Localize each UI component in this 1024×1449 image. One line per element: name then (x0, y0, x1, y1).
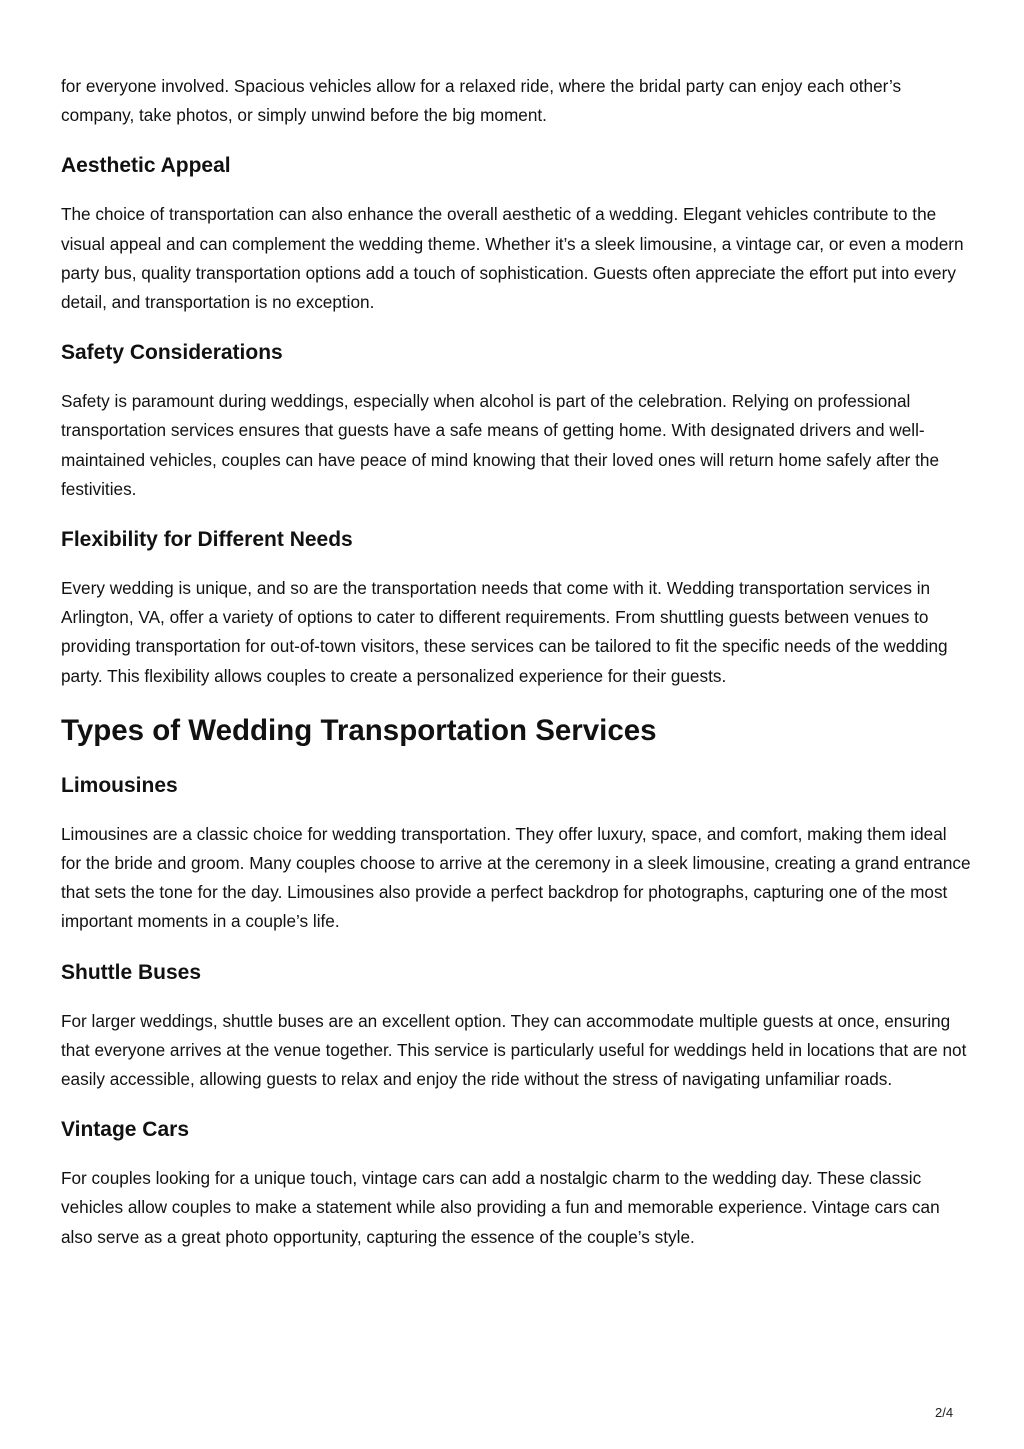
vintage-cars-heading: Vintage Cars (61, 1118, 189, 1142)
shuttle-buses-paragraph: For larger weddings, shuttle buses are an excellent option. They can accommodate multiple guests at once, ensuring that everyone arrives at the venue together. This service is particularly useful for weddings held in locations that are not easily accessible, allowing guests to relax and enjoy the ride without the stress of navigating unfamiliar roads. (61, 1010, 967, 1090)
shuttle-buses-heading: Shuttle Buses (61, 960, 202, 984)
safety-considerations-heading: Safety Considerations (61, 341, 283, 365)
document-body (61, 72, 971, 1252)
limousines-heading: Limousines (61, 773, 178, 797)
aesthetic-appeal-heading: Aesthetic Appeal (61, 154, 231, 178)
flexibility-paragraph: Every wedding is unique, and so are the transportation needs that come with it. Wedding transportation services in Arlington, VA, offer a variety of options to cater to different requirements. From shuttling guests between venues to providing transportation for out-of-town visitors, these services can be tailored to fit the specific needs of the wedding party. This flexibility allows couples to create a personalized experience for their guests. (61, 578, 948, 686)
limousines-paragraph: Limousines are a classic choice for wedding transportation. They offer luxury, space, and comfort, making them ideal for the bride and groom. Many couples choose to arrive at the ceremony in a sleek limousine, creating a grand entrance that sets the tone for the day. Limousines also provide a perfect backdrop for photographs, capturing one of the most important moments in a couple’s life. (61, 823, 971, 932)
vintage-cars-paragraph: For couples looking for a unique touch, vintage cars can add a nostalgic charm to the wedding day. These classic vehicles allow couples to make a statement while also providing a fun and memorable experience. Vintage cars can also serve as a great photo opportunity, capturing the essence of the couple’s style. (61, 1168, 940, 1247)
page-number: 2/4 (935, 1405, 954, 1420)
intro-continued-paragraph: for everyone involved. Spacious vehicles allow for a relaxed ride, where the bridal party can enjoy each other’s company, take photos, or simply unwind before the big moment. (61, 76, 902, 126)
types-section-heading: Types of Wedding Transportation Services (61, 713, 657, 747)
aesthetic-appeal-paragraph: The choice of transportation can also enhance the overall aesthetic of a wedding. Elegant vehicles contribute to the visual appeal and can complement the wedding theme. Whether it’s a sleek limousine, a vintage car, or even a modern party bus, quality transportation options add a touch of sophistication. Guests often appreciate the effort put into every detail, and transportation is no exception. (61, 204, 964, 313)
flexibility-heading: Flexibility for Different Needs (61, 528, 353, 552)
safety-considerations-paragraph: Safety is paramount during weddings, especially when alcohol is part of the celebration. Relying on professional transportation services ensures that guests have a safe means of getting home. With designated drivers and well-maintained vehicles, couples can have peace of mind knowing that their loved ones will return home safely after the festivities. (61, 391, 940, 499)
